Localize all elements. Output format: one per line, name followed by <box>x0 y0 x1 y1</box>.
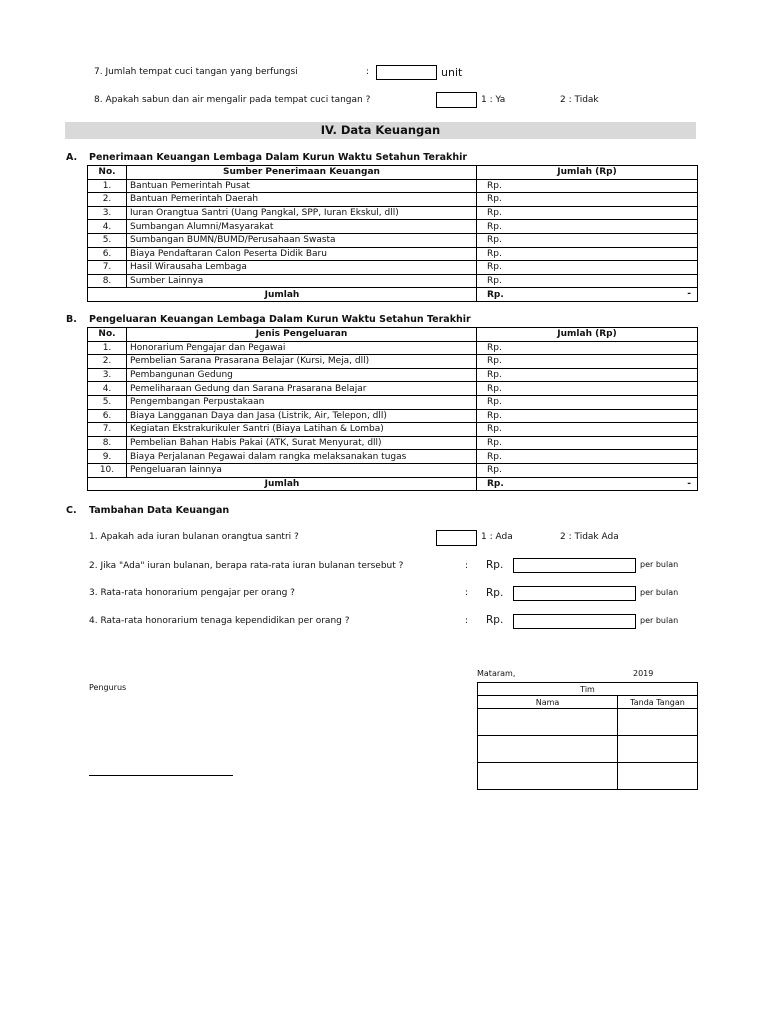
expense-row <box>88 409 698 423</box>
section-b-letter: B. <box>66 314 77 325</box>
c-q1-option-tidak-ada: 2 : Tidak Ada <box>560 532 619 542</box>
expense-row-no: 7. <box>88 423 127 437</box>
expense-row-no: 6. <box>88 409 127 423</box>
expense-header-no: No. <box>88 328 127 342</box>
expense-row-no: 5. <box>88 395 127 409</box>
income-row-amount[interactable]: Rp. <box>477 193 698 207</box>
income-table <box>87 165 698 302</box>
income-row-no: 4. <box>88 220 127 234</box>
c-q3-input[interactable] <box>513 586 636 601</box>
expense-row-label: Pengeluaran lainnya <box>127 463 477 477</box>
section-title: IV. Data Keuangan <box>65 122 696 139</box>
team-sign-cell[interactable] <box>618 763 698 790</box>
section-a-title: Penerimaan Keuangan Lembaga Dalam Kurun Waktu Setahun Terakhir <box>89 152 468 163</box>
income-header-source: Sumber Penerimaan Keuangan <box>127 166 477 180</box>
expense-row-amount[interactable]: Rp. <box>477 423 698 437</box>
income-row-no: 5. <box>88 233 127 247</box>
team-header: Tim <box>478 683 698 696</box>
c-q2-input[interactable] <box>513 558 636 573</box>
q8-option-tidak: 2 : Tidak <box>560 95 599 105</box>
expense-row-no: 1. <box>88 341 127 355</box>
expense-row-label: Pembangunan Gedung <box>127 368 477 382</box>
c-q3-colon: : <box>465 588 469 598</box>
income-row-label: Sumber Lainnya <box>127 274 477 288</box>
expense-row <box>88 341 698 355</box>
income-row <box>88 179 698 193</box>
income-row-label: Iuran Orangtua Santri (Uang Pangkal, SPP, Iuran Ekskul, dll) <box>127 206 477 220</box>
expense-row-amount[interactable]: Rp. <box>477 368 698 382</box>
q8-option-ya: 1 : Ya <box>481 95 506 105</box>
expense-total-rp: Rp. <box>487 478 504 489</box>
expense-row <box>88 436 698 450</box>
income-row-amount[interactable]: Rp. <box>477 261 698 275</box>
expense-total-label: Jumlah <box>88 477 477 491</box>
team-sign-cell[interactable] <box>618 736 698 763</box>
c-q4-label: 4. Rata-rata honorarium tenaga kependidikan per orang ? <box>89 616 350 626</box>
expense-table <box>87 327 698 491</box>
signature-place: Mataram, <box>477 669 516 678</box>
c-q2-suffix: per bulan <box>640 560 679 569</box>
section-b-title: Pengeluaran Keuangan Lembaga Dalam Kurun Waktu Setahun Terakhir <box>89 314 471 325</box>
income-row-no: 3. <box>88 206 127 220</box>
income-row <box>88 206 698 220</box>
section-c-title: Tambahan Data Keuangan <box>89 505 230 516</box>
expense-header-amount: Jumlah (Rp) <box>477 328 698 342</box>
q8-input[interactable] <box>436 92 477 108</box>
expense-row-label: Honorarium Pengajar dan Pegawai <box>127 341 477 355</box>
expense-row <box>88 423 698 437</box>
income-row-no: 2. <box>88 193 127 207</box>
expense-header-type: Jenis Pengeluaran <box>127 328 477 342</box>
expense-row-no: 4. <box>88 382 127 396</box>
expense-row-amount[interactable]: Rp. <box>477 355 698 369</box>
pengurus-label: Pengurus <box>89 683 127 692</box>
income-row-amount[interactable]: Rp. <box>477 233 698 247</box>
income-row-label: Sumbangan BUMN/BUMD/Perusahaan Swasta <box>127 233 477 247</box>
expense-row-no: 2. <box>88 355 127 369</box>
c-q1-input[interactable] <box>436 530 477 546</box>
expense-row <box>88 395 698 409</box>
team-sign-cell[interactable] <box>618 709 698 736</box>
expense-row-label: Biaya Perjalanan Pegawai dalam rangka melaksanakan tugas <box>127 450 477 464</box>
expense-row-amount[interactable]: Rp. <box>477 341 698 355</box>
q7-input[interactable] <box>376 65 437 80</box>
c-q2-rp: Rp. <box>486 559 504 571</box>
income-total-cell[interactable] <box>477 288 698 302</box>
income-row <box>88 261 698 275</box>
income-row-no: 8. <box>88 274 127 288</box>
q7-label: 7. Jumlah tempat cuci tangan yang berfungsi <box>94 67 298 77</box>
income-row-no: 6. <box>88 247 127 261</box>
c-q3-label: 3. Rata-rata honorarium pengajar per orang ? <box>89 588 295 598</box>
expense-row-label: Kegiatan Ekstrakurikuler Santri (Biaya Latihan & Lomba) <box>127 423 477 437</box>
expense-row-amount[interactable]: Rp. <box>477 409 698 423</box>
c-q3-suffix: per bulan <box>640 588 679 597</box>
team-name-cell[interactable] <box>478 763 618 790</box>
c-q1-label: 1. Apakah ada iuran bulanan orangtua santri ? <box>89 532 299 542</box>
team-name-cell[interactable] <box>478 736 618 763</box>
expense-row-label: Pembelian Bahan Habis Pakai (ATK, Surat Menyurat, dll) <box>127 436 477 450</box>
team-col-name: Nama <box>478 696 618 709</box>
section-c-letter: C. <box>66 505 77 516</box>
income-row <box>88 193 698 207</box>
signature-year: 2019 <box>633 669 654 678</box>
income-row-amount[interactable]: Rp. <box>477 274 698 288</box>
income-total-label: Jumlah <box>88 288 477 302</box>
income-row-label: Bantuan Pemerintah Daerah <box>127 193 477 207</box>
income-row <box>88 233 698 247</box>
expense-row-amount[interactable]: Rp. <box>477 395 698 409</box>
pengurus-signature-line <box>89 775 233 776</box>
income-total-rp: Rp. <box>487 289 504 300</box>
c-q4-suffix: per bulan <box>640 616 679 625</box>
income-row <box>88 220 698 234</box>
income-header-no: No. <box>88 166 127 180</box>
expense-row <box>88 355 698 369</box>
income-row <box>88 247 698 261</box>
income-row-no: 7. <box>88 261 127 275</box>
team-col-sign: Tanda Tangan <box>618 696 698 709</box>
income-row-label: Hasil Wirausaha Lembaga <box>127 261 477 275</box>
team-name-cell[interactable] <box>478 709 618 736</box>
expense-total-value: - <box>687 478 691 489</box>
c-q4-colon: : <box>465 616 469 626</box>
c-q2-label: 2. Jika "Ada" iuran bulanan, berapa rata-rata iuran bulanan tersebut ? <box>89 561 404 571</box>
expense-row-no: 8. <box>88 436 127 450</box>
expense-row-no: 10. <box>88 463 127 477</box>
expense-row <box>88 463 698 477</box>
expense-row-amount[interactable]: Rp. <box>477 436 698 450</box>
q7-unit: unit <box>441 66 463 79</box>
income-row-label: Sumbangan Alumni/Masyarakat <box>127 220 477 234</box>
c-q1-option-ada: 1 : Ada <box>481 532 513 542</box>
expense-row-no: 9. <box>88 450 127 464</box>
expense-row <box>88 368 698 382</box>
expense-row-label: Pengembangan Perpustakaan <box>127 395 477 409</box>
expense-row <box>88 382 698 396</box>
expense-row-amount[interactable]: Rp. <box>477 450 698 464</box>
q8-label: 8. Apakah sabun dan air mengalir pada tempat cuci tangan ? <box>94 95 371 105</box>
income-row-label: Biaya Pendaftaran Calon Peserta Didik Baru <box>127 247 477 261</box>
income-row-amount[interactable]: Rp. <box>477 206 698 220</box>
q7-colon: : <box>366 67 370 77</box>
expense-row-label: Pembelian Sarana Prasarana Belajar (Kursi, Meja, dll) <box>127 355 477 369</box>
section-a-letter: A. <box>66 152 78 163</box>
c-q2-colon: : <box>465 561 469 571</box>
income-total-value: - <box>687 289 691 300</box>
expense-total-cell[interactable] <box>477 477 698 491</box>
expense-row-no: 3. <box>88 368 127 382</box>
expense-row <box>88 450 698 464</box>
income-row-amount[interactable]: Rp. <box>477 247 698 261</box>
c-q4-rp: Rp. <box>486 614 504 626</box>
expense-row-label: Biaya Langganan Daya dan Jasa (Listrik, Air, Telepon, dll) <box>127 409 477 423</box>
income-row-amount[interactable]: Rp. <box>477 179 698 193</box>
income-row-amount[interactable]: Rp. <box>477 220 698 234</box>
income-row <box>88 274 698 288</box>
expense-row-amount[interactable]: Rp. <box>477 463 698 477</box>
income-row-no: 1. <box>88 179 127 193</box>
income-row-label: Bantuan Pemerintah Pusat <box>127 179 477 193</box>
team-signature-table <box>477 682 698 790</box>
c-q4-input[interactable] <box>513 614 636 629</box>
expense-row-label: Pemeliharaan Gedung dan Sarana Prasarana Belajar <box>127 382 477 396</box>
expense-row-amount[interactable]: Rp. <box>477 382 698 396</box>
income-header-amount: Jumlah (Rp) <box>477 166 698 180</box>
c-q3-rp: Rp. <box>486 587 504 599</box>
